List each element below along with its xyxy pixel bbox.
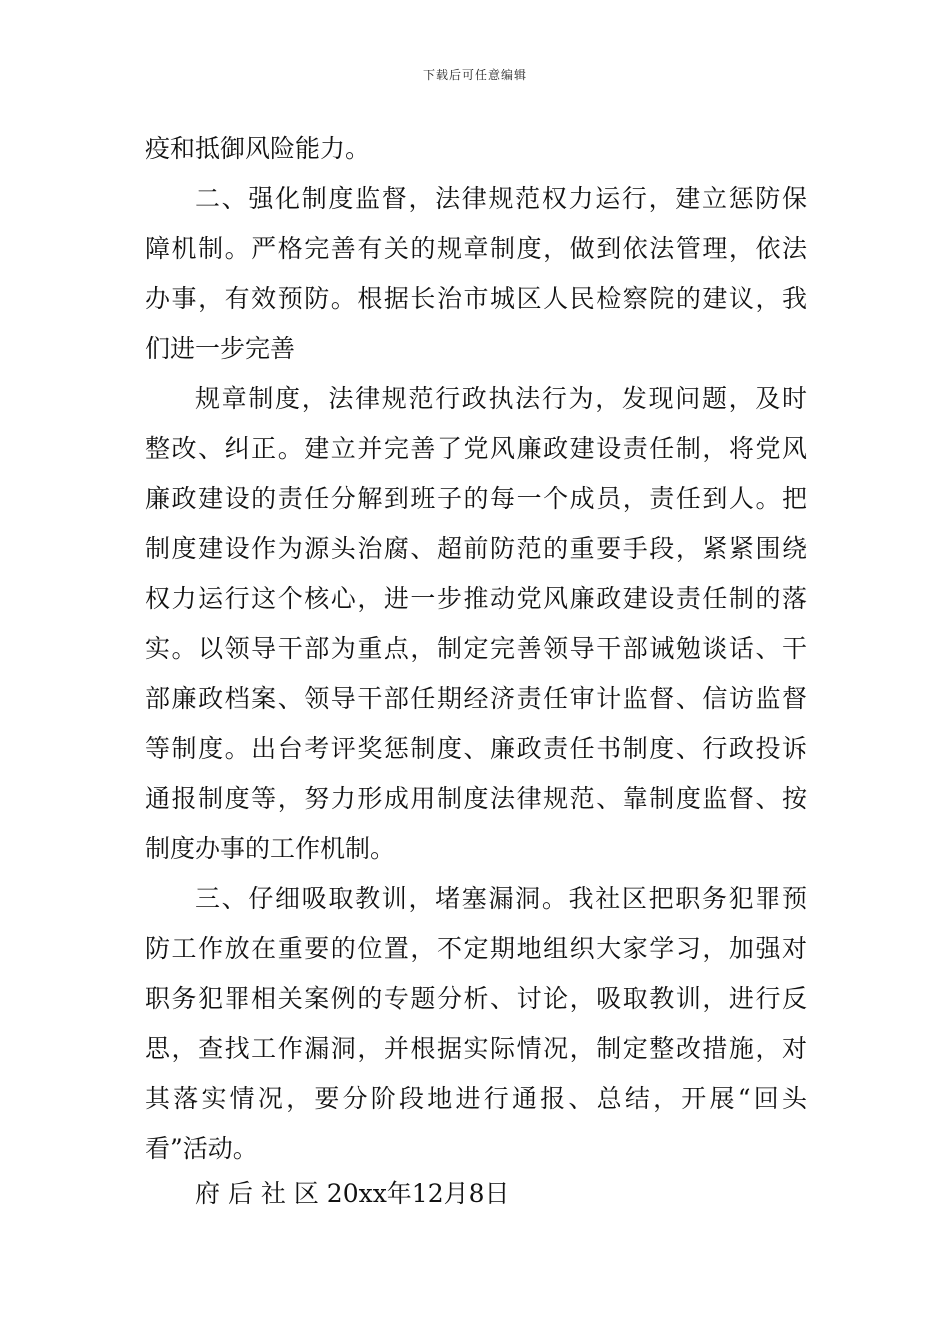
text-line: 们进一步完善 [145, 334, 296, 363]
text-line: 部廉政档案、领导干部任期经济责任审计监督、信访监督 [145, 684, 807, 713]
text-line: 防工作放在重要的位置，不定期地组织大家学习，加强对 [145, 934, 807, 963]
text-line: 障机制。严格完善有关的规章制度，做到依法管理，依法 [145, 234, 807, 263]
header-note: 下载后可任意编辑 [422, 68, 527, 82]
text-line: 制度办事的工作机制。 [145, 834, 396, 863]
text-line: 权力运行这个核心，进一步推动党风廉政建设责任制的落 [145, 584, 807, 613]
text-line: 廉政建设的责任分解到班子的每一个成员，责任到人。把 [145, 484, 807, 513]
text-line: 实。以领导干部为重点，制定完善领导干部诫勉谈话、干 [145, 634, 807, 663]
paragraph-heading-3: 三、仔细吸取教训，堵塞漏洞。我社区把职务犯罪预 [195, 884, 807, 913]
text-line: 疫和抵御风险能力。 [145, 134, 371, 163]
signature-date: 府 后 社 区 20xx年12月8日 [195, 1179, 510, 1208]
text-line: 等制度。出台考评奖惩制度、廉政责任书制度、行政投诉 [145, 734, 807, 763]
body-text [145, 124, 807, 1174]
text-line: 职务犯罪相关案例的专题分析、讨论，吸取教训，进行反 [145, 984, 807, 1013]
text-line: 思，查找工作漏洞，并根据实际情况，制定整改措施，对 [145, 1034, 807, 1063]
text-line: 其落实情况，要分阶段地进行通报、总结，开展“回头 [145, 1084, 807, 1113]
text-line: 通报制度等，努力形成用制度法律规范、靠制度监督、按 [145, 784, 807, 813]
text-line: 整改、纠正。建立并完善了党风廉政建设责任制，将党风 [145, 434, 807, 463]
text-line: 制度建设作为源头治腐、超前防范的重要手段，紧紧围绕 [145, 534, 807, 563]
text-line: 看”活动。 [145, 1134, 258, 1163]
text-line: 办事，有效预防。根据长治市城区人民检察院的建议，我 [145, 284, 807, 313]
paragraph-heading-2: 二、强化制度监督，法律规范权力运行，建立惩防保 [195, 184, 807, 213]
paragraph-start: 规章制度，法律规范行政执法行为，发现问题，及时 [195, 384, 807, 413]
